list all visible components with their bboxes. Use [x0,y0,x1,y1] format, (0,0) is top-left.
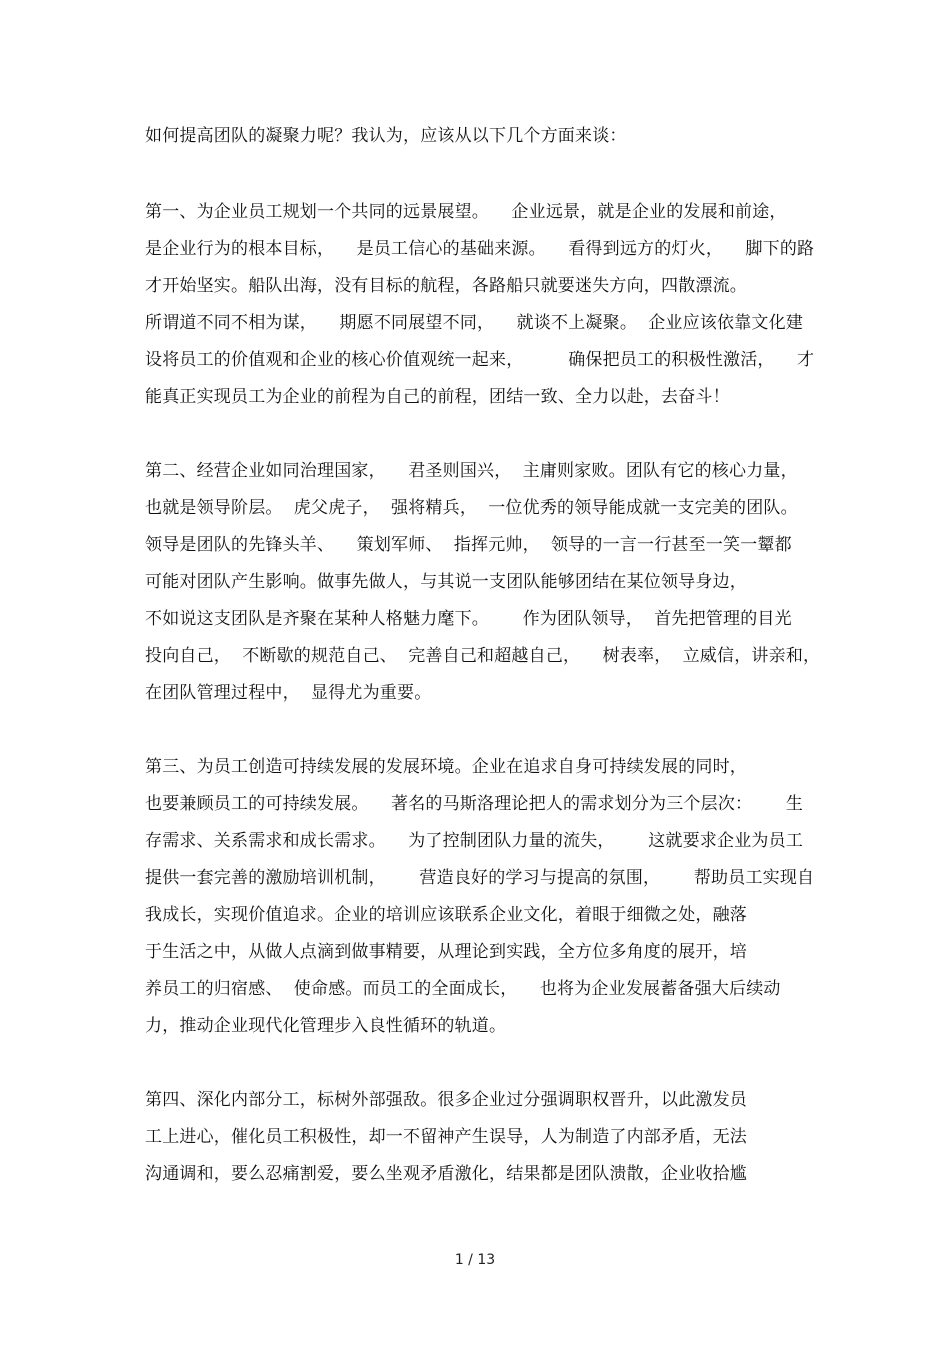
paragraph-4-line-1: 第四、深化内部分工，标树外部强敌。很多企业过分强调职权晋升，以此激发员 [145,1090,747,1110]
paragraph-1-line-4: 所谓道不同不相为谋， 期愿不同展望不同， 就谈不上凝聚。 企业应该依靠文化建 [145,313,804,333]
paragraph-2-line-5: 不如说这支团队是齐聚在某种人格魅力麾下。 作为团队领导， 首先把管理的目光 [145,609,792,629]
paragraph-3-line-1: 第三、为员工创造可持续发展的发展环境。企业在追求自身可持续发展的同时， [145,757,747,777]
paragraph-3-line-8: 力，推动企业现代化管理步入良性循环的轨道。 [145,1016,507,1036]
paragraph-1-line-6: 能真正实现员工为企业的前程为自己的前程，团结一致、全力以赴，去奋斗！ [145,387,730,407]
paragraph-2-line-7: 在团队管理过程中， 显得尤为重要。 [145,683,432,703]
paragraph-2-line-1: 第二、经营企业如同治理国家， 君圣则国兴， 主庸则家败。团队有它的核心力量， [145,461,798,481]
paragraph-1-line-5: 设将员工的价值观和企业的核心价值观统一起来， 确保把员工的积极性激活， 才 [145,350,815,370]
paragraph-1-line-2: 是企业行为的根本目标， 是员工信心的基础来源。 看得到远方的灯火， 脚下的路 [145,239,815,259]
paragraph-3-line-4: 提供一套完善的激励培训机制， 营造良好的学习与提高的氛围， 帮助员工实现自 [145,868,815,888]
paragraph-3-line-7: 养员工的归宿感、 使命感。而员工的全面成长， 也将为企业发展蓄备强大后续动 [145,979,781,999]
paragraph-2-line-2: 也就是领导阶层。 虎父虎子， 强将精兵， 一位优秀的领导能成就一支完美的团队。 [145,498,798,518]
paragraph-2-line-4: 可能对团队产生影响。做事先做人，与其说一支团队能够团结在某位领导身边， [145,572,747,592]
paragraph-1-line-1: 第一、为企业员工规划一个共同的远景展望。 企业远景，就是企业的发展和前途， [145,202,787,222]
paragraph-2-line-3: 领导是团队的先锋头羊、 策划军师、 指挥元帅， 领导的一言一行甚至一笑一颦都 [145,535,792,555]
paragraph-4-line-3: 沟通调和，要么忍痛割爱，要么坐观矛盾激化，结果都是团队溃散，企业收拾尴 [145,1164,747,1184]
paragraph-3-line-3: 存需求、关系需求和成长需求。 为了控制团队力量的流失， 这就要求企业为员工 [145,831,804,851]
paragraph-4-line-2: 工上进心，催化员工积极性，却一不留神产生误导，人为制造了内部矛盾，无法 [145,1127,747,1147]
paragraph-1-line-3: 才开始坚实。船队出海，没有目标的航程，各路船只就要迷失方向，四散漂流。 [145,276,747,296]
page-number: 1 / 13 [454,1252,496,1268]
paragraph-3-line-5: 我成长，实现价值追求。企业的培训应该联系企业文化，着眼于细微之处，融落 [145,905,747,925]
paragraph-3-line-6: 于生活之中，从做人点滴到做事精要，从理论到实践，全方位多角度的展开，培 [145,942,747,962]
intro-line: 如何提高团队的凝聚力呢？我认为，应该从以下几个方面来谈： [145,126,627,146]
paragraph-3-line-2: 也要兼顾员工的可持续发展。 著名的马斯洛理论把人的需求划分为三个层次： 生 [145,794,804,814]
paragraph-2-line-6: 投向自己， 不断歇的规范自己、 完善自己和超越自己， 树表率， 立威信，讲亲和， [145,646,821,666]
